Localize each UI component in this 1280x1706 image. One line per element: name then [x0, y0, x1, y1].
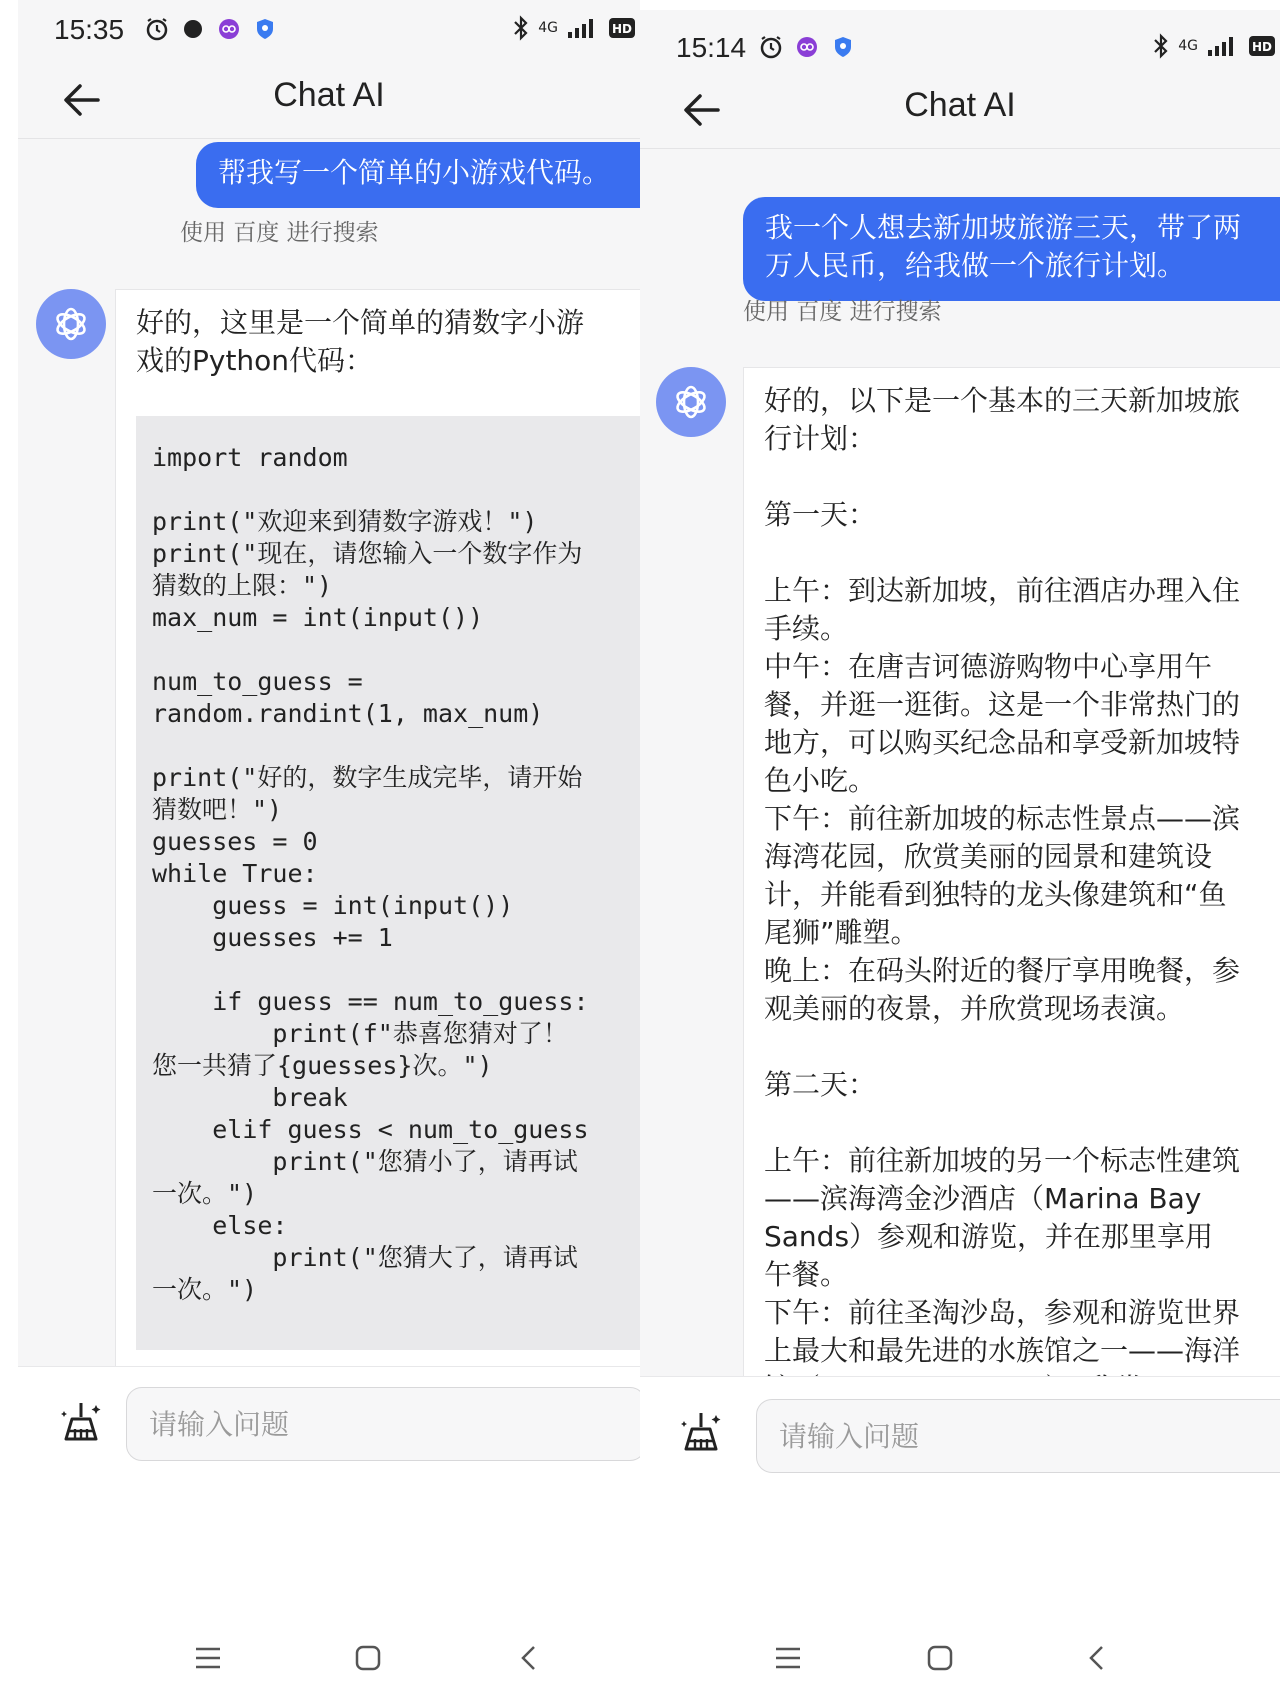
- app-bar: [640, 72, 1280, 149]
- status-notification-icons: [144, 16, 278, 42]
- bluetooth-icon: [1152, 32, 1170, 60]
- broom-icon[interactable]: [676, 1407, 726, 1457]
- home-icon[interactable]: [918, 1636, 962, 1680]
- page-title: Chat AI: [273, 76, 385, 114]
- alarm-icon: [758, 34, 784, 60]
- svg-text:HD: HD: [611, 22, 633, 36]
- signal-icon: [566, 16, 600, 40]
- svg-text:HD: HD: [1251, 40, 1273, 54]
- ai-avatar: [656, 367, 726, 437]
- code-text: import random print("欢迎来到猜数字游戏！") print("现在，请您输入一个数字作为猜数的上限：") max_num = int(input()) num_to_guess = random.randint(1, max_num) print("好的，数字生成完毕，请开始猜数吧！") guesses = 0 while True: guess = int(input()) guesses += 1 if guess == num_to_guess: print(f"恭喜您猜对了！您一共猜了{guesses}次。") break elif guess < num_to_guess print("您猜小了，请再试一次。") else: print("您猜大了，请再试一次。"): [152, 443, 589, 1304]
- status-time: 15:35: [54, 14, 125, 45]
- menu-icon[interactable]: [766, 1636, 810, 1680]
- question-input-box[interactable]: [756, 1399, 1280, 1473]
- shield-icon: [252, 16, 278, 42]
- ai-logo-icon: [50, 303, 92, 345]
- code-block: [136, 416, 640, 1350]
- input-bar: [640, 1376, 1280, 1611]
- system-nav-bar: [18, 1610, 640, 1706]
- status-notification-icons: [758, 34, 856, 60]
- ai-intro-text: 好的，这里是一个简单的猜数字小游戏的Python代码：: [136, 306, 585, 377]
- purple-app-icon: [794, 34, 820, 60]
- ai-message-bubble: [743, 367, 1280, 1407]
- hd-icon: [608, 16, 636, 40]
- menu-icon[interactable]: [186, 1636, 230, 1680]
- ai-avatar: [36, 289, 106, 359]
- user-message-bubble: 我一个人想去新加坡旅游三天，带了两万人民币，给我做一个旅行计划。: [743, 197, 1280, 301]
- app-bar: [18, 62, 640, 139]
- ai-logo-icon: [670, 381, 712, 423]
- hd-icon: [1248, 34, 1276, 58]
- back-nav-icon[interactable]: [1076, 1636, 1120, 1680]
- ai-travel-plan-text: 好的，以下是一个基本的三天新加坡旅行计划： 第一天： 上午：到达新加坡，前往酒店办理入住手续。 中午：在唐吉诃德游购物中心享用午餐，并逛一逛街。这是一个非常热门的地方，可以购买纪念品和享受新加坡特色小吃。 下午：前往新加坡的标志性景点——滨海湾花园，欣赏美丽的园景和建筑设计，并能看到独特的龙头像建筑和“鱼尾狮”雕塑。 晚上：在码头附近的餐厅享用晚餐，参观美丽的夜景，并欣赏现场表演。 第二天： 上午：前往新加坡的另一个标志性建筑——滨海湾金沙酒店（Marina Bay Sands）参观和游览，并在那里享用午餐。 下午：前往圣淘沙岛，参观和游览世界上最大和最先进的水族馆之一——海洋: [764, 384, 1241, 1367]
- right-phone-screen: [640, 10, 1280, 1706]
- ai-message-bubble: [115, 289, 640, 1389]
- alarm-icon: [144, 16, 170, 42]
- bluetooth-icon: [512, 14, 530, 42]
- question-input-box[interactable]: [126, 1387, 640, 1461]
- network-type: 4G: [538, 20, 558, 36]
- back-nav-icon[interactable]: [508, 1636, 552, 1680]
- status-bar: [18, 0, 640, 62]
- user-message-bubble: 帮我写一个简单的小游戏代码。: [196, 142, 640, 208]
- page-title: Chat AI: [904, 86, 1016, 124]
- home-icon[interactable]: [346, 1636, 390, 1680]
- dark-circle-icon: [180, 16, 206, 42]
- question-input[interactable]: [757, 1400, 1280, 1472]
- search-source-note: 使用 百度 进行搜索: [180, 220, 379, 246]
- signal-icon: [1206, 34, 1240, 58]
- status-bar: [640, 10, 1280, 72]
- broom-icon[interactable]: [56, 1397, 106, 1447]
- input-bar: [18, 1366, 640, 1611]
- status-system-icons: [1152, 32, 1276, 60]
- shield-icon: [830, 34, 856, 60]
- status-system-icons: [512, 14, 636, 42]
- left-phone-screen: [18, 0, 640, 1706]
- status-time: 15:14: [676, 32, 747, 63]
- purple-app-icon: [216, 16, 242, 42]
- network-type: 4G: [1178, 38, 1198, 54]
- search-source-note: 使用 百度 进行搜索: [743, 299, 942, 325]
- system-nav-bar: [640, 1610, 1280, 1706]
- question-input[interactable]: [127, 1388, 640, 1460]
